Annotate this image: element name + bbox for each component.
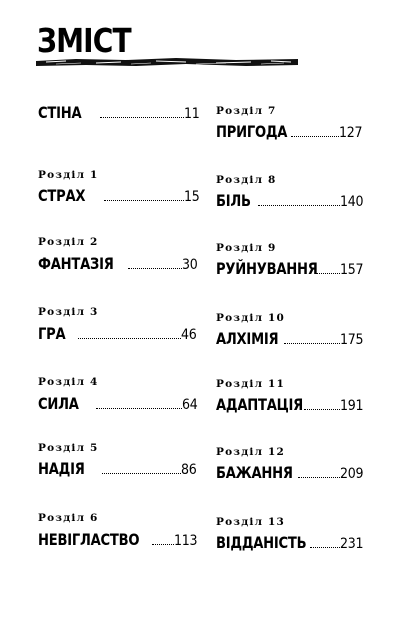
- page-number: 175: [340, 332, 364, 348]
- chapter-title: РУЙНУВАННЯ: [216, 259, 318, 278]
- dot-leader: [96, 407, 182, 409]
- page-number: 15: [184, 189, 200, 205]
- page-number: 113: [174, 533, 198, 549]
- chapter-label: Розділ 6: [38, 512, 99, 524]
- dot-leader: [152, 543, 174, 545]
- dot-leader: [78, 337, 181, 339]
- chapter-label: Розділ 11: [216, 378, 286, 390]
- brush-stroke-underline: [36, 56, 298, 68]
- dot-leader: [291, 135, 339, 137]
- page-number: 209: [340, 466, 364, 482]
- chapter-label: Розділ 7: [216, 105, 277, 117]
- chapter-title: АЛХІМІЯ: [216, 329, 279, 348]
- chapter-label: Розділ 10: [216, 312, 286, 324]
- chapter-title: СТІНА: [38, 103, 82, 122]
- page-number: 64: [182, 397, 198, 413]
- chapter-label: Розділ 2: [38, 236, 99, 248]
- dot-leader: [128, 267, 182, 269]
- chapter-label: Розділ 12: [216, 446, 286, 458]
- dot-leader: [298, 476, 340, 478]
- dot-leader: [316, 272, 340, 274]
- dot-leader: [304, 408, 340, 410]
- page-number: 140: [340, 194, 364, 210]
- page-number: 30: [182, 257, 198, 273]
- chapter-title: БІЛЬ: [216, 191, 251, 210]
- chapter-label: Розділ 1: [38, 169, 99, 181]
- chapter-label: Розділ 9: [216, 242, 277, 254]
- chapter-title: НЕВІГЛАСТВО: [38, 530, 140, 549]
- dot-leader: [102, 472, 181, 474]
- chapter-label: Розділ 8: [216, 174, 277, 186]
- chapter-title: ГРА: [38, 324, 66, 343]
- chapter-title: ФАНТАЗІЯ: [38, 254, 114, 273]
- chapter-label: Розділ 4: [38, 376, 99, 388]
- chapter-title: БАЖАННЯ: [216, 463, 293, 482]
- page-title: ЗМІСТ: [37, 21, 131, 60]
- dot-leader: [258, 204, 340, 206]
- page-number: 11: [184, 106, 200, 122]
- chapter-title: НАДІЯ: [38, 459, 85, 478]
- page-number: 127: [339, 125, 363, 141]
- chapter-title: СИЛА: [38, 394, 79, 413]
- dot-leader: [100, 116, 184, 118]
- dot-leader: [310, 546, 340, 548]
- dot-leader: [104, 199, 184, 201]
- chapter-label: Розділ 13: [216, 516, 286, 528]
- dot-leader: [284, 342, 340, 344]
- chapter-title: АДАПТАЦІЯ: [216, 395, 304, 414]
- page-number: 157: [340, 262, 364, 278]
- chapter-title: ВІДДАНІСТЬ: [216, 533, 307, 552]
- page-number: 191: [340, 398, 364, 414]
- chapter-title: ПРИГОДА: [216, 122, 288, 141]
- chapter-label: Розділ 5: [38, 442, 99, 454]
- chapter-label: Розділ 3: [38, 306, 99, 318]
- page-number: 46: [181, 327, 197, 343]
- chapter-title: СТРАХ: [38, 186, 86, 205]
- page-number: 231: [340, 536, 364, 552]
- page-number: 86: [181, 462, 197, 478]
